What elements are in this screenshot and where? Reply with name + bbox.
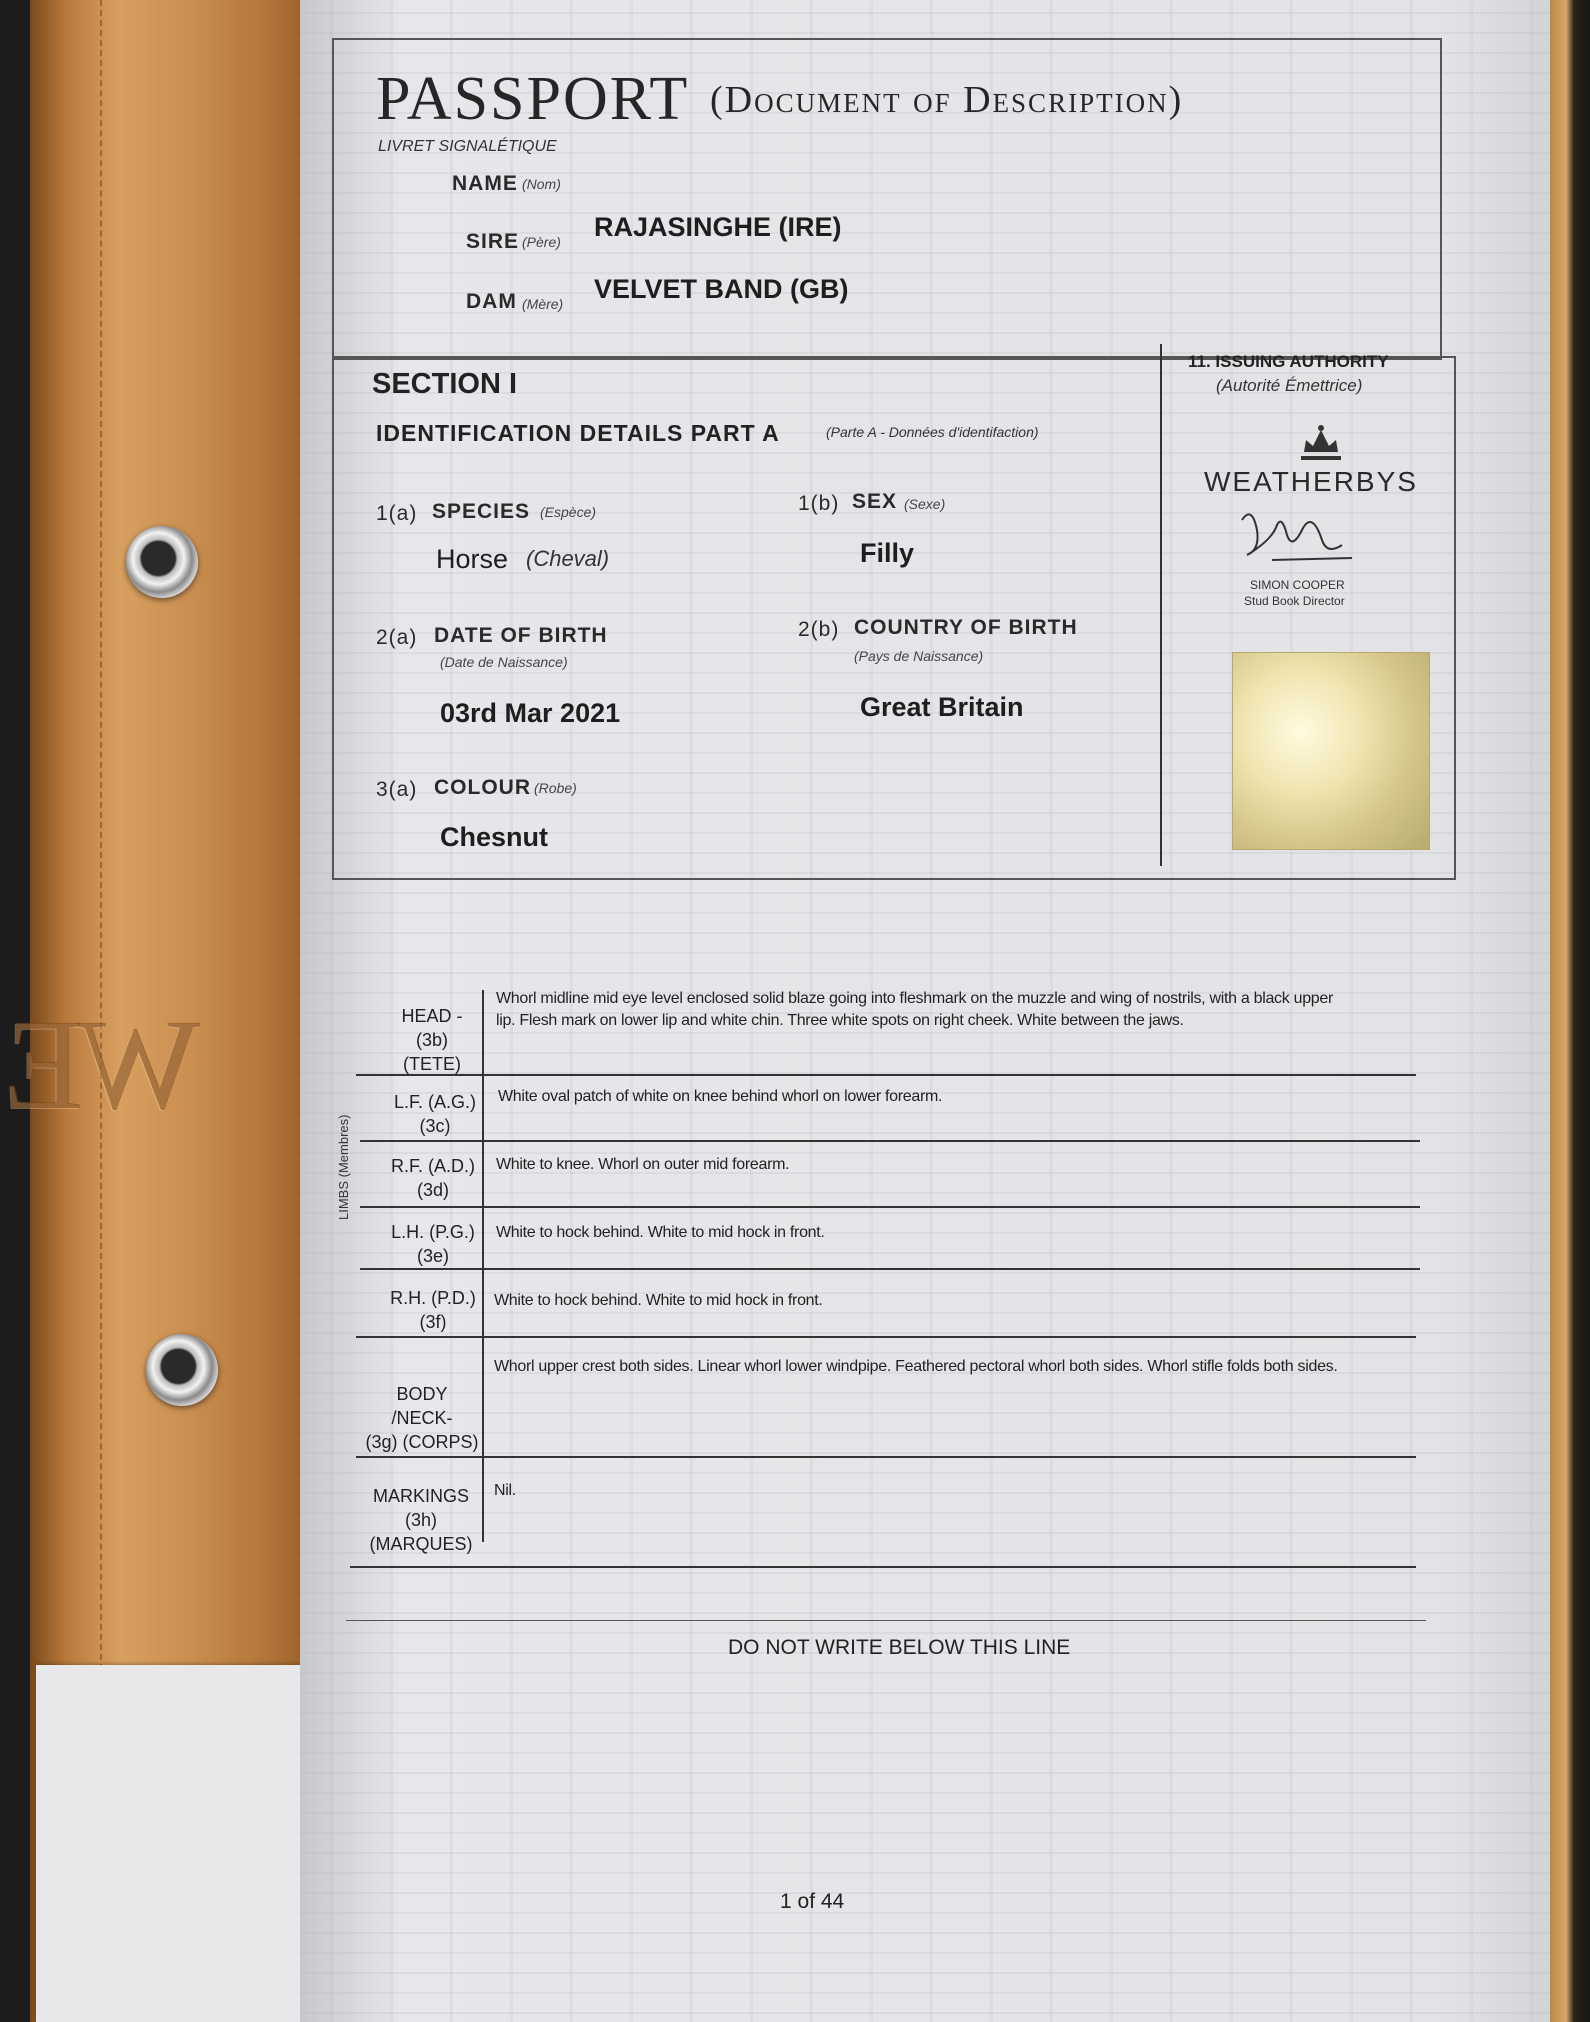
binder-rivet-bottom [146,1334,218,1406]
rh-label-line1: R.H. (P.D.) [390,1288,476,1308]
signatory-name: SIMON COOPER [1250,578,1345,592]
page-edge [1550,0,1590,2022]
colour-label-fr: (Robe) [534,780,577,796]
index-tab [36,1665,328,2022]
markings-label-line1: MARKINGS (3h) [372,1486,469,1530]
colour-label: COLOUR [434,776,531,799]
sex-value: Filly [860,538,915,568]
head-text: Whorl midline mid eye level enclosed solid blaze going into fleshmark on the muzzle and wing of nostrils, with a black upper lip. Flesh mark on lower lip and white chin. Three white spots on right cheek. White between the jaws. [496,990,1334,1029]
lh-label-line1: L.H. (P.G.) [391,1222,475,1242]
species-label-fr: (Espèce) [540,504,597,520]
rf-label-line2: (3d) [416,1180,449,1200]
cob-number: 2(b) [798,618,840,641]
lf-row-line [360,1140,1420,1142]
sire-label: SIRE [466,230,520,253]
lf-text: White oval patch of white on knee behind whorl on lower forearm. [498,1088,943,1105]
rh-text: White to hock behind. White to mid hock in front. [494,1292,823,1309]
passport-title: PASSPORT [376,65,690,133]
body-label-line2: (3g) (CORPS) [365,1432,479,1452]
species-value-fr: (Cheval) [526,546,610,571]
body-label-line1: BODY /NECK- [391,1384,453,1428]
sex-label: SEX [852,490,898,513]
rh-label-line2: (3f) [419,1312,447,1332]
rf-text: White to knee. Whorl on outer mid forearm. [496,1156,790,1173]
markings-row-line [350,1566,1416,1568]
lf-label-line1: L.F. (A.G.) [393,1092,476,1112]
rf-row-line [360,1206,1420,1208]
lf-row-label [388,1090,482,1138]
dob-label-fr: (Date de Naissance) [440,654,568,670]
rf-row-label [386,1154,480,1202]
head-row-line [356,1074,1416,1076]
crown-crest-icon [1296,422,1346,462]
dam-label: DAM [466,290,517,313]
rh-row-label [386,1286,480,1334]
hologram-seal [1232,652,1430,850]
signatory-title: Stud Book Director [1244,594,1345,608]
lh-text: White to hock behind. White to mid hock in front. [496,1224,825,1241]
body-row-label [364,1382,480,1454]
write-below-line [346,1620,1426,1621]
section-subtitle-fr: (Parte A - Données d'identifaction) [826,424,1039,440]
rf-label-line1: R.F. (A.D.) [391,1156,475,1176]
passport-title-fr: LIVRET SIGNALÉTIQUE [378,138,557,155]
lh-label-line2: (3e) [416,1246,449,1266]
sire-value: RAJASINGHE (IRE) [594,212,842,242]
cob-label: COUNTRY OF BIRTH [854,616,1078,639]
page-number: 1 of 44 [780,1890,845,1913]
name-label-fr: (Nom) [522,176,561,192]
do-not-write-notice: DO NOT WRITE BELOW THIS LINE [728,1636,1071,1659]
weatherbys-logo: WEATHERBYS [1204,466,1418,497]
markings-label-line2: (MARQUES) [369,1534,473,1554]
dam-label-fr: (Mère) [522,296,564,312]
body-text: Whorl upper crest both sides. Linear whorl lower windpipe. Feathered pectoral whorl both sides. Whorl stifle folds both sides. [494,1358,1338,1375]
limbs-vertical-label: LIMBS (Membres) [336,1114,351,1220]
lf-label-line2: (3c) [419,1116,451,1136]
dob-label: DATE OF BIRTH [434,624,608,647]
species-number: 1(a) [376,502,418,525]
authority-divider [1160,344,1162,866]
head-row-label [384,1004,480,1076]
passport-subtitle: (Document of Description) [710,79,1184,121]
section-title: SECTION I [372,368,518,400]
species-label: SPECIES [432,500,531,523]
sex-number: 1(b) [798,492,840,515]
species-value: Horse [436,544,509,574]
dob-value: 03rd Mar 2021 [440,698,621,728]
head-label-line2: (TETE) [403,1054,461,1074]
markings-label-divider [482,990,484,1542]
colour-value: Chesnut [440,822,548,852]
binder-stitching [100,0,304,1680]
cob-label-fr: (Pays de Naissance) [854,648,984,664]
lh-row-label [386,1220,480,1268]
embossed-logo: WE [10,993,201,1137]
cob-value: Great Britain [860,692,1024,722]
head-label-line1: HEAD - (3b) [401,1006,463,1050]
lh-row-line [360,1268,1420,1270]
dam-value: VELVET BAND (GB) [594,274,849,304]
authority-label-fr: (Autorité Émettrice) [1216,376,1363,395]
markings-text: Nil. [494,1482,516,1499]
section-subtitle: IDENTIFICATION DETAILS PART A [376,420,780,446]
name-label: NAME [452,172,518,195]
body-row-line [356,1456,1416,1458]
sire-label-fr: (Père) [522,234,561,250]
markings-row-label [362,1484,480,1556]
sex-label-fr: (Sexe) [904,496,946,512]
binder-rivet-top [126,526,198,598]
authority-label: 11. ISSUING AUTHORITY [1188,352,1389,371]
colour-number: 3(a) [376,778,418,801]
signature-icon [1232,500,1362,572]
dob-number: 2(a) [376,626,418,649]
rh-row-line [356,1336,1416,1338]
